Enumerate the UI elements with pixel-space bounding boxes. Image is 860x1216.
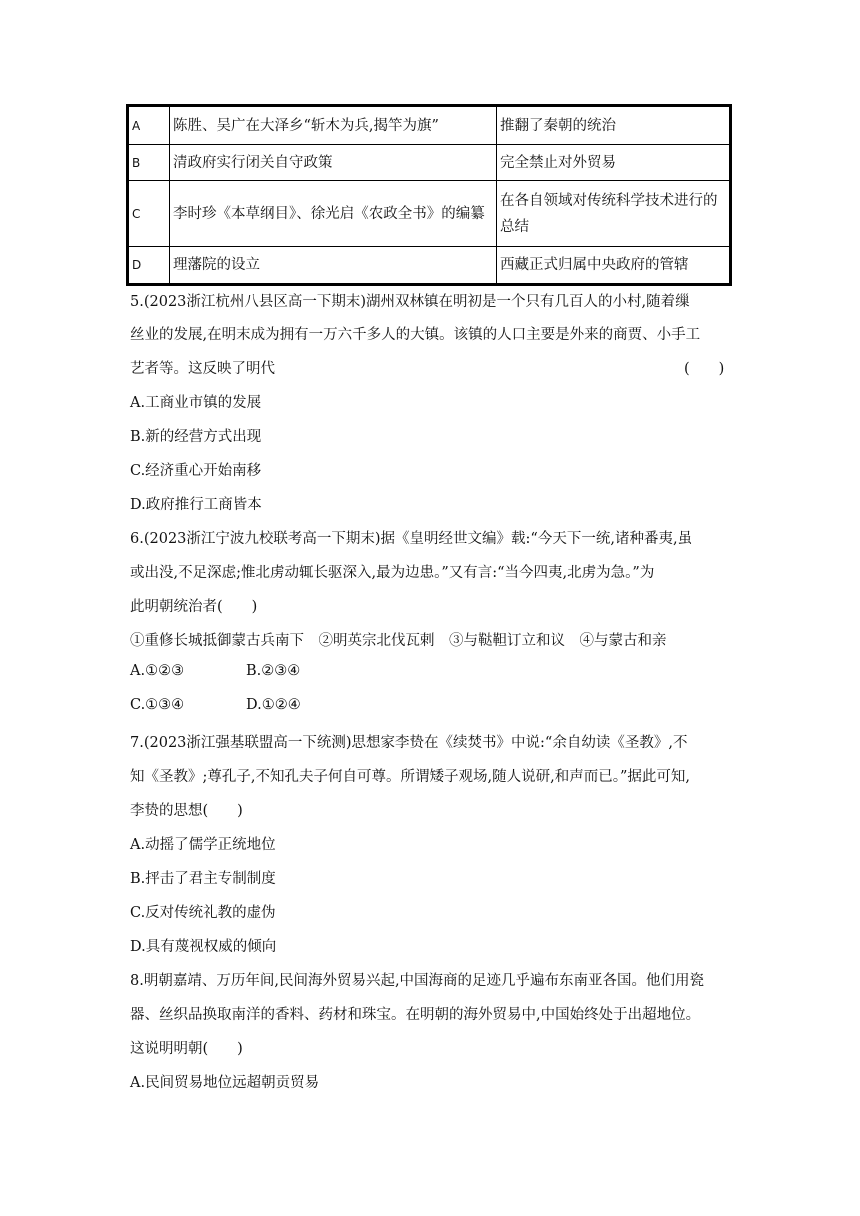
q6-option-c: C.①③④: [130, 697, 185, 713]
result-cell: 完全禁止对外贸易: [497, 145, 731, 181]
result-cell: 在各自领域对传统科学技术进行的总结: [497, 181, 731, 247]
q7-option-b: B.抨击了君主专制制度: [130, 871, 276, 887]
table-row: [128, 181, 731, 247]
table-row: [128, 106, 731, 145]
option-letter: A: [128, 106, 170, 145]
event-cell: 陈胜、吴广在大泽乡“斩木为兵,揭竿为旗”: [170, 106, 497, 145]
result-cell: 推翻了秦朝的统治: [497, 106, 731, 145]
q6-option-b: B.②③④: [246, 663, 301, 679]
q8-stem-line-3: 这说明明朝( ): [130, 1041, 243, 1057]
q5-option-a: A.工商业市镇的发展: [130, 395, 262, 411]
table-row: [128, 145, 731, 181]
result-cell: 西藏正式归属中央政府的管辖: [497, 247, 731, 285]
q6-items: ①重修长城抵御蒙古兵南下 ②明英宗北伐瓦剌 ③与鞑靼订立和议 ④与蒙古和亲: [130, 633, 667, 649]
q8-stem-line-1: 8.明朝嘉靖、万历年间,民间海外贸易兴起,中国海商的足迹几乎遍布东南亚各国。他们用瓷: [130, 973, 705, 989]
q6-stem-line-3: 此明朝统治者( ): [130, 599, 258, 615]
event-cell: 清政府实行闭关自守政策: [170, 145, 497, 181]
option-letter: D: [128, 247, 170, 285]
q5-stem-line-3: 艺者等。这反映了明代: [130, 361, 275, 377]
q6-option-a: A.①②③: [130, 663, 185, 679]
q5-option-b: B.新的经营方式出现: [130, 429, 262, 445]
q8-stem-line-2: 器、丝织品换取南洋的香料、药材和珠宝。在明朝的海外贸易中,中国始终处于出超地位。: [130, 1007, 701, 1023]
q6-option-d: D.①②④: [246, 697, 301, 713]
answer-paren: ( ): [684, 361, 725, 377]
q7-stem-line-2: 知《圣教》;尊孔子,不知孔夫子何自可尊。所谓矮子观场,随人说研,和声而已。”据此可知,: [130, 769, 690, 785]
q6-stem-line-1: 6.(2023浙江宁波九校联考高一下期末)据《皇明经世文编》载:“今天下一统,诸种番夷,虽: [130, 531, 693, 547]
option-letter: B: [128, 145, 170, 181]
q7-stem-line-3: 李贽的思想( ): [130, 803, 243, 819]
event-cell: 李时珍《本草纲目》、徐光启《农政全书》的编纂: [170, 181, 497, 247]
q5-option-c: C.经济重心开始南移: [130, 463, 262, 479]
q5-stem-line-2: 丝业的发展,在明末成为拥有一万六千多人的大镇。该镇的人口主要是外来的商贾、小手工: [130, 327, 701, 343]
q6-stem-line-2: 或出没,不足深虑;惟北虏动辄长驱深入,最为边患。”又有言:“当今四夷,北虏为急。”为: [130, 565, 655, 581]
options-table: [126, 104, 732, 286]
q7-option-d: D.具有蔑视权威的倾向: [130, 939, 277, 955]
q7-option-a: A.动摇了儒学正统地位: [130, 837, 276, 853]
q7-option-c: C.反对传统礼教的虚伪: [130, 905, 276, 921]
table-row: [128, 247, 731, 285]
q8-option-a: A.民间贸易地位远超朝贡贸易: [130, 1075, 320, 1091]
q7-stem-line-1: 7.(2023浙江强基联盟高一下统测)思想家李贽在《续焚书》中说:“余自幼读《圣教》,不: [130, 735, 688, 751]
event-cell: 理藩院的设立: [170, 247, 497, 285]
q5-stem-line-1: 5.(2023浙江杭州八县区高一下期末)湖州双林镇在明初是一个只有几百人的小村,随着缫: [130, 294, 690, 310]
q5-option-d: D.政府推行工商皆本: [130, 497, 262, 513]
option-letter: C: [128, 181, 170, 247]
